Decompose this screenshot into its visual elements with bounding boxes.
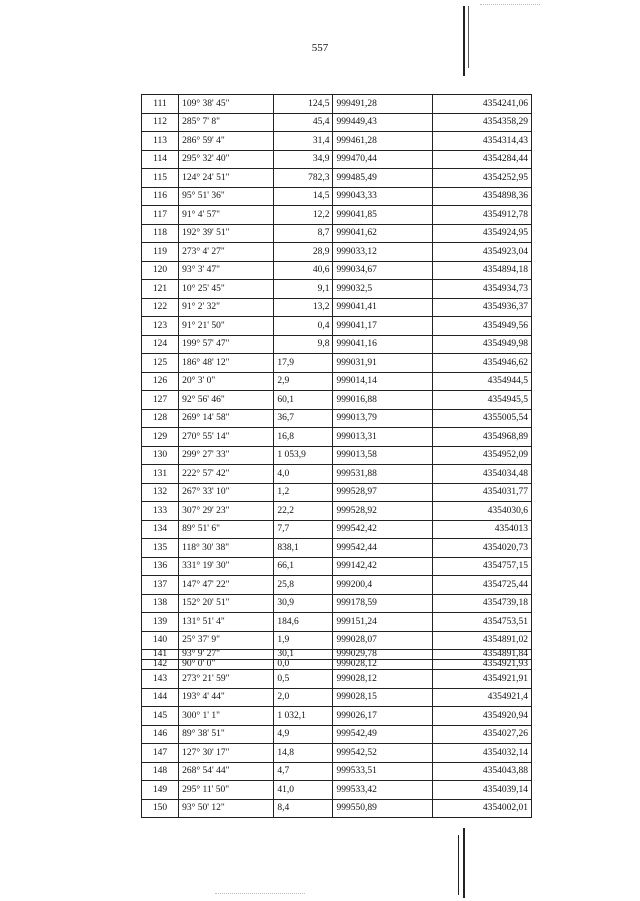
table-row: [142, 594, 532, 613]
y-coordinate-cell: 4354944,5: [432, 372, 531, 391]
table-row: [142, 557, 532, 576]
bearing-angle-cell: 285° 7' 8": [179, 113, 274, 132]
coordinates-table-body: [142, 95, 532, 818]
bearing-angle-cell: 295° 32' 40": [179, 150, 274, 169]
point-number-cell: 128: [142, 409, 179, 428]
x-coordinate-cell: 999531,88: [333, 465, 432, 484]
table-row: [142, 317, 532, 336]
y-coordinate-cell: 4354949,98: [432, 335, 531, 354]
x-coordinate-cell: 999151,24: [333, 613, 432, 632]
bearing-angle-cell: 193° 4' 44": [179, 688, 274, 707]
point-number-cell: 145: [142, 707, 179, 726]
segment-length-cell: 124,5: [274, 95, 333, 114]
table-row: [142, 391, 532, 410]
table-row: [142, 113, 532, 132]
point-number-cell: 122: [142, 298, 179, 317]
point-number-cell: 147: [142, 744, 179, 763]
x-coordinate-cell: 999178,59: [333, 594, 432, 613]
segment-length-cell: 17,9: [274, 354, 333, 373]
segment-length-cell: 4,7: [274, 762, 333, 781]
table-row: [142, 781, 532, 800]
point-number-cell: 115: [142, 169, 179, 188]
table-row: [142, 224, 532, 243]
segment-length-cell: 40,6: [274, 261, 333, 280]
x-coordinate-cell: 999033,12: [333, 243, 432, 262]
x-coordinate-cell: 999016,88: [333, 391, 432, 410]
segment-length-cell: 2,9: [274, 372, 333, 391]
bearing-angle-cell: 270° 55' 14": [179, 428, 274, 447]
y-coordinate-cell: 4354252,95: [432, 169, 531, 188]
x-coordinate-cell: 999028,07: [333, 631, 432, 650]
table-row: [142, 335, 532, 354]
segment-length-cell: 0,0: [274, 660, 333, 670]
bearing-angle-cell: 91° 21' 50": [179, 317, 274, 336]
y-coordinate-cell: 4354891,02: [432, 631, 531, 650]
y-coordinate-cell: 4354920,94: [432, 707, 531, 726]
point-number-cell: 150: [142, 799, 179, 818]
x-coordinate-cell: 999028,12: [333, 660, 432, 670]
table-row: [142, 261, 532, 280]
segment-length-cell: 1,2: [274, 483, 333, 502]
table-row: [142, 132, 532, 151]
y-coordinate-cell: 4354923,04: [432, 243, 531, 262]
y-coordinate-cell: 4354284,44: [432, 150, 531, 169]
y-coordinate-cell: 4354757,15: [432, 557, 531, 576]
scan-noise: [215, 893, 305, 896]
table-row: [142, 707, 532, 726]
x-coordinate-cell: 999031,91: [333, 354, 432, 373]
segment-length-cell: 0,4: [274, 317, 333, 336]
x-coordinate-cell: 999550,89: [333, 799, 432, 818]
segment-length-cell: 45,4: [274, 113, 333, 132]
point-number-cell: 112: [142, 113, 179, 132]
table-row: [142, 576, 532, 595]
segment-length-cell: 1 032,1: [274, 707, 333, 726]
point-number-cell: 133: [142, 502, 179, 521]
table-row: [142, 762, 532, 781]
coordinates-table: [141, 94, 532, 818]
segment-length-cell: 8,7: [274, 224, 333, 243]
scan-edge-mark: [463, 6, 465, 76]
point-number-cell: 131: [142, 465, 179, 484]
point-number-cell: 126: [142, 372, 179, 391]
point-number-cell: 125: [142, 354, 179, 373]
segment-length-cell: 184,6: [274, 613, 333, 632]
x-coordinate-cell: 999041,62: [333, 224, 432, 243]
scan-edge-mark: [468, 6, 469, 68]
bearing-angle-cell: 152° 20' 51": [179, 594, 274, 613]
y-coordinate-cell: 4354002,01: [432, 799, 531, 818]
point-number-cell: 139: [142, 613, 179, 632]
y-coordinate-cell: 4354358,29: [432, 113, 531, 132]
bearing-angle-cell: 299° 27' 33": [179, 446, 274, 465]
x-coordinate-cell: 999461,28: [333, 132, 432, 151]
bearing-angle-cell: 89° 51' 6": [179, 520, 274, 539]
bearing-angle-cell: 93° 3' 47": [179, 261, 274, 280]
y-coordinate-cell: 4354034,48: [432, 465, 531, 484]
segment-length-cell: 16,8: [274, 428, 333, 447]
x-coordinate-cell: 999142,42: [333, 557, 432, 576]
bearing-angle-cell: 269° 14' 58": [179, 409, 274, 428]
x-coordinate-cell: 999470,44: [333, 150, 432, 169]
bearing-angle-cell: 307° 29' 23": [179, 502, 274, 521]
segment-length-cell: 66,1: [274, 557, 333, 576]
y-coordinate-cell: 4354027,26: [432, 725, 531, 744]
segment-length-cell: 1,9: [274, 631, 333, 650]
bearing-angle-cell: 93° 50' 12": [179, 799, 274, 818]
bearing-angle-cell: 199° 57' 47": [179, 335, 274, 354]
table-row: [142, 502, 532, 521]
table-row: [142, 613, 532, 632]
point-number-cell: 127: [142, 391, 179, 410]
y-coordinate-cell: 4354043,88: [432, 762, 531, 781]
y-coordinate-cell: 4354921,93: [432, 660, 531, 670]
segment-length-cell: 41,0: [274, 781, 333, 800]
y-coordinate-cell: 4354945,5: [432, 391, 531, 410]
bearing-angle-cell: 286° 59' 4": [179, 132, 274, 151]
table-row: [142, 799, 532, 818]
bearing-angle-cell: 147° 47' 22": [179, 576, 274, 595]
x-coordinate-cell: 999026,17: [333, 707, 432, 726]
segment-length-cell: 30,1: [274, 650, 333, 660]
y-coordinate-cell: 4354946,62: [432, 354, 531, 373]
table-row: [142, 725, 532, 744]
y-coordinate-cell: 4354894,18: [432, 261, 531, 280]
table-row: [142, 520, 532, 539]
point-number-cell: 146: [142, 725, 179, 744]
y-coordinate-cell: 4354898,36: [432, 187, 531, 206]
bearing-angle-cell: 92° 56' 46": [179, 391, 274, 410]
page-number: 557: [311, 42, 329, 54]
table-row: [142, 465, 532, 484]
y-coordinate-cell: 4354241,06: [432, 95, 531, 114]
table-row: [142, 670, 532, 689]
table-row: [142, 169, 532, 188]
table-row: [142, 354, 532, 373]
y-coordinate-cell: 4354030,6: [432, 502, 531, 521]
table-row: [142, 95, 532, 114]
x-coordinate-cell: 999542,44: [333, 539, 432, 558]
x-coordinate-cell: 999043,33: [333, 187, 432, 206]
segment-length-cell: 36,7: [274, 409, 333, 428]
y-coordinate-cell: 4354032,14: [432, 744, 531, 763]
x-coordinate-cell: 999014,14: [333, 372, 432, 391]
x-coordinate-cell: 999542,49: [333, 725, 432, 744]
x-coordinate-cell: 999032,5: [333, 280, 432, 299]
y-coordinate-cell: 4354753,51: [432, 613, 531, 632]
bearing-angle-cell: 118° 30' 38": [179, 539, 274, 558]
segment-length-cell: 22,2: [274, 502, 333, 521]
bearing-angle-cell: 91° 2' 32": [179, 298, 274, 317]
point-number-cell: 111: [142, 95, 179, 114]
table-row: [142, 539, 532, 558]
point-number-cell: 124: [142, 335, 179, 354]
point-number-cell: 142: [142, 660, 179, 670]
x-coordinate-cell: 999200,4: [333, 576, 432, 595]
table-row: [142, 744, 532, 763]
bearing-angle-cell: 267° 33' 10": [179, 483, 274, 502]
point-number-cell: 121: [142, 280, 179, 299]
point-number-cell: 144: [142, 688, 179, 707]
point-number-cell: 120: [142, 261, 179, 280]
segment-length-cell: 1 053,9: [274, 446, 333, 465]
bearing-angle-cell: 109° 38' 45": [179, 95, 274, 114]
segment-length-cell: 9,1: [274, 280, 333, 299]
table-row: [142, 150, 532, 169]
x-coordinate-cell: 999491,28: [333, 95, 432, 114]
x-coordinate-cell: 999542,52: [333, 744, 432, 763]
y-coordinate-cell: 4354952,09: [432, 446, 531, 465]
bearing-angle-cell: 93° 9' 27": [179, 650, 274, 660]
table-row: [142, 631, 532, 650]
table-row: [142, 409, 532, 428]
table-row: [142, 298, 532, 317]
point-number-cell: 135: [142, 539, 179, 558]
segment-length-cell: 7,7: [274, 520, 333, 539]
y-coordinate-cell: 4354921,4: [432, 688, 531, 707]
bearing-angle-cell: 192° 39' 51": [179, 224, 274, 243]
y-coordinate-cell: 4354013: [432, 520, 531, 539]
x-coordinate-cell: 999041,85: [333, 206, 432, 225]
y-coordinate-cell: 4355005,54: [432, 409, 531, 428]
bearing-angle-cell: 331° 19' 30": [179, 557, 274, 576]
bearing-angle-cell: 131° 51' 4": [179, 613, 274, 632]
y-coordinate-cell: 4354891,84: [432, 650, 531, 660]
table-row: [142, 428, 532, 447]
scan-edge-mark: [458, 835, 459, 895]
point-number-cell: 138: [142, 594, 179, 613]
y-coordinate-cell: 4354020,73: [432, 539, 531, 558]
table-row: [142, 187, 532, 206]
point-number-cell: 130: [142, 446, 179, 465]
point-number-cell: 118: [142, 224, 179, 243]
point-number-cell: 149: [142, 781, 179, 800]
bearing-angle-cell: 20° 3' 0": [179, 372, 274, 391]
point-number-cell: 134: [142, 520, 179, 539]
table-row: [142, 206, 532, 225]
point-number-cell: 116: [142, 187, 179, 206]
bearing-angle-cell: 127° 30' 17": [179, 744, 274, 763]
segment-length-cell: 2,0: [274, 688, 333, 707]
segment-length-cell: 60,1: [274, 391, 333, 410]
segment-length-cell: 31,4: [274, 132, 333, 151]
bearing-angle-cell: 10° 25' 45": [179, 280, 274, 299]
x-coordinate-cell: 999028,12: [333, 670, 432, 689]
y-coordinate-cell: 4354968,89: [432, 428, 531, 447]
x-coordinate-cell: 999041,17: [333, 317, 432, 336]
point-number-cell: 114: [142, 150, 179, 169]
table-row: [142, 243, 532, 262]
point-number-cell: 136: [142, 557, 179, 576]
x-coordinate-cell: 999533,51: [333, 762, 432, 781]
y-coordinate-cell: 4354921,91: [432, 670, 531, 689]
table-row: [142, 372, 532, 391]
bearing-angle-cell: 186° 48' 12": [179, 354, 274, 373]
point-number-cell: 141: [142, 650, 179, 660]
x-coordinate-cell: 999028,15: [333, 688, 432, 707]
point-number-cell: 123: [142, 317, 179, 336]
segment-length-cell: 28,9: [274, 243, 333, 262]
scan-noise: [480, 4, 540, 7]
table-row: [142, 650, 532, 660]
segment-length-cell: 13,2: [274, 298, 333, 317]
bearing-angle-cell: 300° 1' 1": [179, 707, 274, 726]
bearing-angle-cell: 295° 11' 50": [179, 781, 274, 800]
bearing-angle-cell: 89° 38' 51": [179, 725, 274, 744]
point-number-cell: 148: [142, 762, 179, 781]
table-row: [142, 446, 532, 465]
table-row: [142, 688, 532, 707]
point-number-cell: 143: [142, 670, 179, 689]
point-number-cell: 129: [142, 428, 179, 447]
bearing-angle-cell: 273° 21' 59": [179, 670, 274, 689]
table-row: [142, 660, 532, 670]
y-coordinate-cell: 4354314,43: [432, 132, 531, 151]
segment-length-cell: 25,8: [274, 576, 333, 595]
bearing-angle-cell: 91° 4' 57": [179, 206, 274, 225]
x-coordinate-cell: 999485,49: [333, 169, 432, 188]
bearing-angle-cell: 273° 4' 27": [179, 243, 274, 262]
x-coordinate-cell: 999013,58: [333, 446, 432, 465]
y-coordinate-cell: 4354725,44: [432, 576, 531, 595]
x-coordinate-cell: 999041,41: [333, 298, 432, 317]
table-row: [142, 280, 532, 299]
y-coordinate-cell: 4354924,95: [432, 224, 531, 243]
x-coordinate-cell: 999013,79: [333, 409, 432, 428]
x-coordinate-cell: 999029,78: [333, 650, 432, 660]
y-coordinate-cell: 4354039,14: [432, 781, 531, 800]
bearing-angle-cell: 90° 0' 0": [179, 660, 274, 670]
segment-length-cell: 0,5: [274, 670, 333, 689]
y-coordinate-cell: 4354949,56: [432, 317, 531, 336]
x-coordinate-cell: 999013,31: [333, 428, 432, 447]
y-coordinate-cell: 4354936,37: [432, 298, 531, 317]
segment-length-cell: 9,8: [274, 335, 333, 354]
y-coordinate-cell: 4354934,73: [432, 280, 531, 299]
x-coordinate-cell: 999528,97: [333, 483, 432, 502]
segment-length-cell: 782,3: [274, 169, 333, 188]
x-coordinate-cell: 999533,42: [333, 781, 432, 800]
bearing-angle-cell: 95° 51' 36": [179, 187, 274, 206]
segment-length-cell: 4,0: [274, 465, 333, 484]
segment-length-cell: 14,8: [274, 744, 333, 763]
point-number-cell: 117: [142, 206, 179, 225]
segment-length-cell: 30,9: [274, 594, 333, 613]
point-number-cell: 140: [142, 631, 179, 650]
bearing-angle-cell: 25° 37' 9": [179, 631, 274, 650]
x-coordinate-cell: 999528,92: [333, 502, 432, 521]
segment-length-cell: 14,5: [274, 187, 333, 206]
bearing-angle-cell: 124° 24' 51": [179, 169, 274, 188]
scan-edge-mark: [463, 828, 465, 898]
bearing-angle-cell: 222° 57' 42": [179, 465, 274, 484]
point-number-cell: 119: [142, 243, 179, 262]
y-coordinate-cell: 4354912,78: [432, 206, 531, 225]
segment-length-cell: 34,9: [274, 150, 333, 169]
point-number-cell: 113: [142, 132, 179, 151]
x-coordinate-cell: 999449,43: [333, 113, 432, 132]
bearing-angle-cell: 268° 54' 44": [179, 762, 274, 781]
x-coordinate-cell: 999041,16: [333, 335, 432, 354]
y-coordinate-cell: 4354739,18: [432, 594, 531, 613]
segment-length-cell: 12,2: [274, 206, 333, 225]
x-coordinate-cell: 999542,42: [333, 520, 432, 539]
x-coordinate-cell: 999034,67: [333, 261, 432, 280]
point-number-cell: 137: [142, 576, 179, 595]
segment-length-cell: 8,4: [274, 799, 333, 818]
table-row: [142, 483, 532, 502]
y-coordinate-cell: 4354031,77: [432, 483, 531, 502]
segment-length-cell: 4,9: [274, 725, 333, 744]
segment-length-cell: 838,1: [274, 539, 333, 558]
point-number-cell: 132: [142, 483, 179, 502]
